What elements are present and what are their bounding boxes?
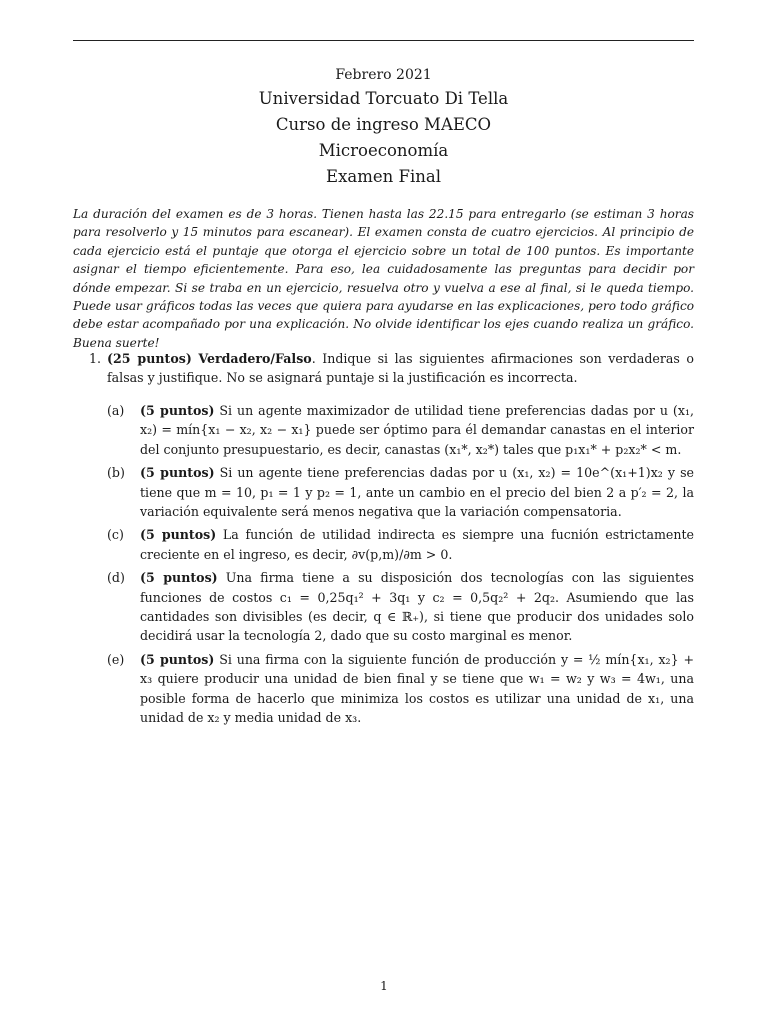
university-name: Universidad Torcuato Di Tella (258, 89, 509, 108)
item-text: Una firma tiene a su disposición dos tecnologías con las siguientes funciones de costos c₁ = 0,25q₁² + 3q₁ y c₂ = 0,5q₂² + 2q₂. Asumiendo que las cantidades son divisibles (es decir, q ∈ ℝ₊), si tiene que producir dos unidades solo decidirá usar la tecnología 2, dado que su costo marginal es menor. (140, 570, 694, 644)
question-number: 1. (89, 351, 102, 366)
item-points: (5 puntos) (140, 527, 217, 543)
exam-header (73, 64, 694, 190)
question-text: . Indique si las siguientes afirmaciones son verdaderas o falsas y justifique. No se asignará puntaje si la justificación es incorrecta. (107, 351, 694, 386)
question-points: (25 puntos) (107, 351, 192, 366)
question-item-c (107, 525, 694, 564)
item-text: Si una firma con la siguiente función de producción y = ½ mín{x₁, x₂} + x₃ quiere producir una unidad de bien final y se tiene que w₁ = w₂ y w₃ = 4w₁, una posible forma de hacerlo que minimiza los costos es utilizar una unidad de x₁, una unidad de x₂ y media unidad de x₃. (140, 651, 694, 726)
item-label: (d) (107, 570, 125, 586)
question-1-items (107, 401, 694, 732)
question-item-d (107, 568, 694, 646)
item-label: (a) (107, 403, 125, 418)
question-item-e (107, 650, 694, 728)
top-rule (73, 40, 694, 41)
subject-name: Microeconomía (318, 141, 449, 160)
item-label: (b) (107, 465, 125, 481)
item-points: (5 puntos) (140, 465, 215, 481)
item-text: Si un agente maximizador de utilidad tiene preferencias dadas por u (x₁, x₂) = mín{x₁ − x₂, x₂ − x₁} puede ser óptimo para él demandar canastas en el interior del conjunto presupuestario, es decir, canastas (x₁*, x₂*) tales que p₁x₁* + p₂x₂* < m. (140, 403, 694, 457)
item-label: (e) (107, 651, 125, 667)
question-item-a (107, 401, 694, 459)
item-points: (5 puntos) (140, 403, 215, 418)
item-points: (5 puntos) (140, 570, 218, 586)
question-1 (89, 349, 694, 388)
course-name: Curso de ingreso MAECO (275, 115, 492, 134)
exam-date: Febrero 2021 (335, 67, 432, 83)
item-text: Si un agente tiene preferencias dadas por u (x₁, x₂) = 10e^(x₁+1)x₂ y se tiene que m = 10, p₁ = 1 y p₂ = 1, ante un cambio en el precio del bien 2 a p′₂ = 2, la variación equivalente será menos negativa que la variación compensatoria. (140, 465, 694, 520)
question-item-b (107, 463, 694, 521)
exam-instructions: La duración del examen es de 3 horas. Tienen hasta las 22.15 para entregarlo (se estiman 3 horas para resolverlo y 15 minutos para escanear). El examen consta de cuatro ejercicios. Al principio de cada ejercicio está el puntaje que otorga el ejercicio sobre un total de 100 puntos. Es importante asignar el tiempo eficientemente. Para eso, lea cuidadosamente las preguntas para decidir por dónde empezar. Si se traba en un ejercicio, resuelva otro y vuelva a ese al final, si le queda tiempo. Puede usar gráficos todas las veces que quiera para ayudarse en las explicaciones, pero todo gráfico debe estar acompañado por una explicación. No olvide identificar los ejes cuando realiza un gráfico. Buena suerte! (73, 207, 694, 350)
item-text: La función de utilidad indirecta es siempre una fucnión estrictamente creciente en el ingreso, es decir, ∂v(p,m)/∂m > 0. (140, 527, 694, 562)
page-number: 1 (380, 979, 388, 993)
exam-title: Examen Final (326, 167, 441, 186)
question-title: Verdadero/Falso (198, 351, 312, 366)
item-points: (5 puntos) (140, 651, 215, 667)
item-label: (c) (107, 527, 124, 543)
